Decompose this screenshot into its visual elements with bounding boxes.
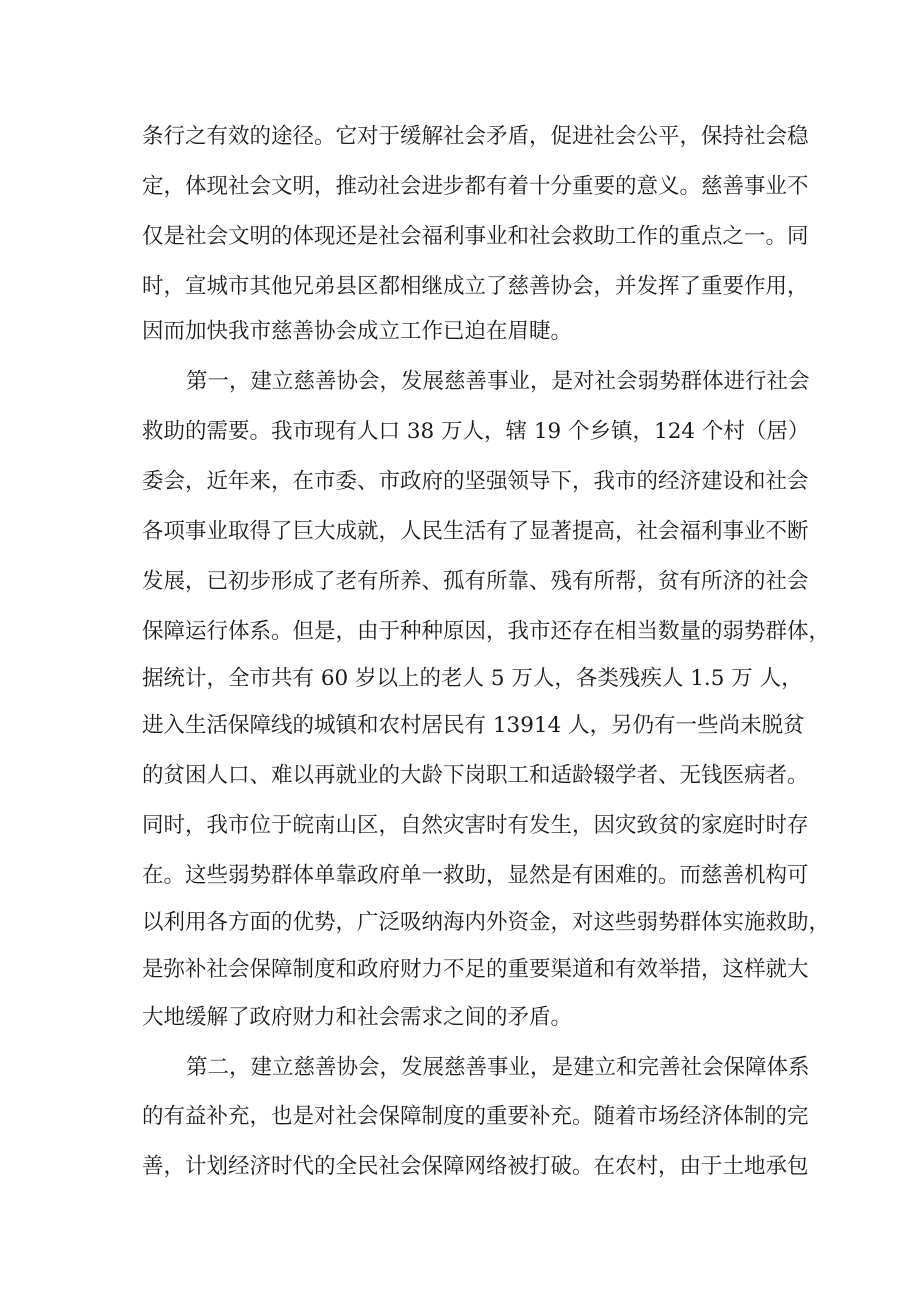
text-line: 条行之有效的途径。它对于缓解社会矛盾，促进社会公平，保持社会稳 [142, 124, 809, 149]
text-line: 善，计划经济时代的全民社会保障网络被打破。在农村，由于土地承包 [142, 1154, 809, 1179]
paragraph-first-line: 第二，建立慈善协会，发展慈善事业，是建立和完善社会保障体系 [186, 1055, 810, 1080]
text-line: 因而加快我市慈善协会成立工作已迫在眉睫。 [142, 319, 573, 344]
text-line: 仅是社会文明的体现还是社会福利事业和社会救助工作的重点之一。同 [142, 224, 809, 249]
text-line: 委会，近年来，在市委、市政府的坚强领导下，我市的经济建设和社会 [142, 469, 809, 494]
text-line: 定，体现社会文明，推动社会进步都有着十分重要的意义。慈善事业不 [142, 174, 809, 199]
text-line: 是弥补社会保障制度和政府财力不足的重要渠道和有效举措，这样就大 [142, 957, 809, 982]
text-line: 据统计，全市共有 60 岁以上的老人 5 万人，各类残疾人 1.5 万 人， [142, 666, 803, 691]
text-line: 时，宣城市其他兄弟县区都相继成立了慈善协会，并发挥了重要作用， [142, 274, 809, 299]
text-line: 大地缓解了政府财力和社会需求之间的矛盾。 [142, 1005, 573, 1030]
paragraph-first-line: 第一，建立慈善协会，发展慈善事业，是对社会弱势群体进行社会 [186, 369, 810, 394]
text-line: 各项事业取得了巨大成就，人民生活有了显著提高，社会福利事业不断 [142, 519, 809, 544]
text-line: 发展，已初步形成了老有所养、孤有所靠、残有所帮，贫有所济的社会 [142, 569, 809, 594]
text-line: 的有益补充，也是对社会保障制度的重要补充。随着市场经济体制的完 [142, 1104, 809, 1129]
text-line: 救助的需要。我市现有人口 38 万人，辖 19 个乡镇，124 个村（居） [142, 419, 810, 444]
text-line: 在。这些弱势群体单靠政府单一救助，显然是有困难的。而慈善机构可 [142, 863, 809, 888]
text-line: 同时，我市位于皖南山区，自然灾害时有发生，因灾致贫的家庭时时存 [142, 813, 809, 838]
text-line: 保障运行体系。但是，由于种种原因，我市还存在相当数量的弱势群体， [142, 619, 831, 644]
text-line: 以利用各方面的优势，广泛吸纳海内外资金，对这些弱势群体实施救助， [142, 910, 831, 935]
text-line: 的贫困人口、难以再就业的大龄下岗职工和适龄辍学者、无钱医病者。 [142, 763, 809, 788]
text-line: 进入生活保障线的城镇和农村居民有 13914 人，另仍有一些尚未脱贫 [142, 713, 805, 738]
